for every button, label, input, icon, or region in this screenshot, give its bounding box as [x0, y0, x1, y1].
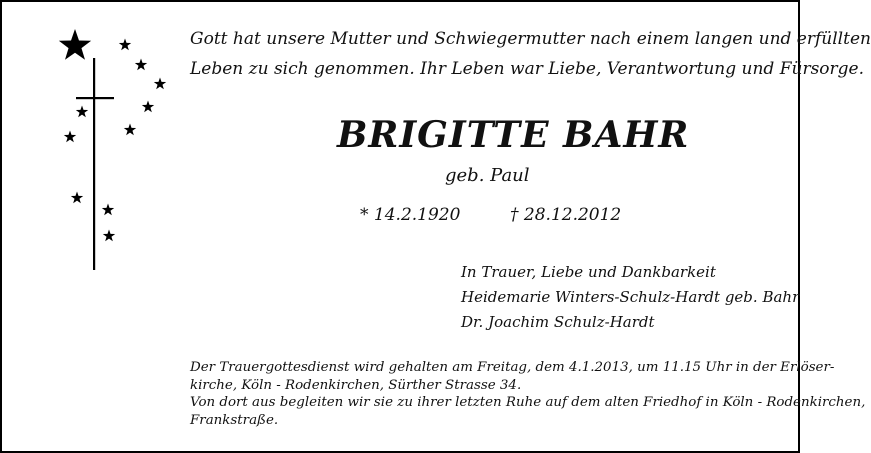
service-notice: [190, 359, 866, 429]
service-line: Frankstraße.: [190, 412, 279, 428]
star-icon: [135, 59, 147, 71]
star-icon: [154, 78, 166, 90]
service-line: Der Trauergottesdienst wird gehalten am Freitag, dem 4.1.2013, um 11.15 Uhr in der Erlöser-: [190, 360, 835, 375]
cross-and-stars-decoration: [50, 28, 180, 278]
mourners-list: [461, 260, 799, 335]
death-date: † 28.12.2012: [510, 205, 622, 225]
mourner-line: Heidemarie Winters-Schulz-Hardt geb. Bahr: [461, 288, 800, 306]
service-line: kirche, Köln - Rodenkirchen, Sürther Strasse 34.: [190, 377, 522, 393]
star-icon: [103, 230, 115, 242]
service-line: Von dort aus begleiten wir sie zu ihrer letzten Ruhe auf dem alten Friedhof in Köln - Rodenkirchen,: [190, 395, 866, 410]
birth-date: * 14.2.1920: [360, 205, 461, 225]
deceased-name: BRIGITTE BAHR: [337, 114, 690, 156]
star-icon: [142, 101, 154, 113]
intro-line: Gott hat unsere Mutter und Schwiegermutter nach einem langen und erfüllten: [190, 29, 871, 49]
star-icon: [64, 131, 76, 143]
star-icon: [71, 192, 83, 204]
mourner-line: Dr. Joachim Schulz-Hardt: [461, 313, 655, 331]
star-icon: [124, 124, 136, 136]
star-icon: [59, 29, 91, 60]
maiden-name: geb. Paul: [445, 165, 530, 186]
intro-text: [190, 24, 871, 84]
star-icon: [102, 204, 114, 216]
mourner-line: In Trauer, Liebe und Dankbarkeit: [461, 263, 716, 281]
star-icon: [119, 39, 131, 51]
star-icon: [76, 106, 88, 118]
intro-line: Leben zu sich genommen. Ihr Leben war Liebe, Verantwortung und Fürsorge.: [190, 59, 864, 79]
